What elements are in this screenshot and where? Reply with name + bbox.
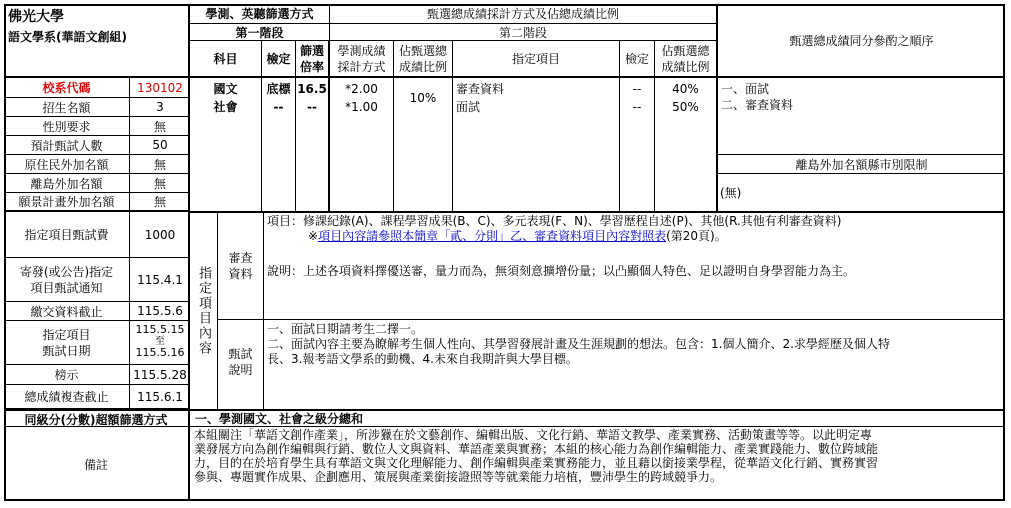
stage2-label: 第二階段	[330, 24, 718, 41]
stage2-items-cell	[453, 78, 620, 212]
schedule-label-recheck: 總成績複查截止	[4, 385, 130, 410]
stage2-item-pcts-cell	[655, 78, 718, 212]
tiebreak-item-1: 二、審查資料	[721, 98, 794, 112]
stage2-item-0: 審查資料	[456, 82, 505, 96]
stage1-subject-1: 社會	[213, 100, 238, 114]
stage1-label: 第一階段	[190, 24, 330, 41]
tiebreak-item-0: 一、面試	[721, 82, 770, 96]
interview-label-line1: 甄試	[228, 347, 253, 361]
info-table	[4, 78, 190, 212]
review-note: 說明：上述各項資料擇優送審，量力而為，無須刻意擴增份量；以凸顯個人特色、足以證明自身學習能力為主。	[267, 264, 856, 278]
review-label-line1: 審查	[228, 251, 253, 265]
schedule-value-exam-date	[130, 321, 190, 365]
col-pct-line1: 佔甄選總	[398, 44, 447, 58]
review-ref-link[interactable]: 項目內容請參照本簡章「貳、分則」乙、審查資料項目內容對照表	[318, 229, 667, 243]
schedule-table	[4, 212, 190, 410]
review-items-line: 項目：修課紀錄(A)、課程學習成果(B、C)、多元表現(F、N)、學習歷程自述(P)、其他(R.其他有利審查資料)	[267, 214, 842, 228]
stage2-title: 甄選總成績採計方式及佔總成績比例	[330, 4, 718, 24]
stage2-item-1: 面試	[456, 100, 481, 114]
col-subject: 科目	[190, 41, 262, 78]
col-pct2-line2: 成績比例	[661, 60, 710, 74]
interview-label-line2: 說明	[228, 363, 253, 377]
info-value-quota: 3	[130, 98, 190, 117]
stage2-method-pct-cell	[394, 78, 453, 212]
interview-line3: 長、3.報考語文學系的動機、4.未來自我期許與大學目標。	[267, 352, 578, 366]
remarks-line-0: 本組關注「華語文創作產業」，所涉獵在於文藝創作、編輯出版、文化行銷、華語文教學、產業實務、活動策畫等等。以此明定專	[194, 428, 873, 442]
stage1-check-0: 底標	[266, 82, 291, 96]
review-ref-line	[308, 229, 727, 244]
island-limit-title: 離島外加名額縣市別限制	[718, 154, 1005, 174]
schedule-label-notice-line2: 項目甄試通知	[30, 281, 103, 295]
col-items: 指定項目	[453, 41, 620, 78]
tiebreak-title: 甄選總成績同分參酌之順序	[718, 4, 1005, 78]
overflow-filter-value: 一、學測國文、社會之級分總和	[195, 412, 364, 426]
schedule-label-notice	[4, 258, 130, 302]
remarks-line-2: 力，目的在於培育學生具有華語文與文化理解能力、創作編輯與產業實務能力，並且藉以銜接業學程，從華語文化行銷、實務實習	[194, 456, 879, 470]
info-value-indigenous: 無	[130, 155, 190, 174]
col-method-line2: 採計方式	[337, 60, 386, 74]
stage2-item-pct-0: 40%	[672, 82, 699, 96]
exam-date-start: 115.5.15	[135, 323, 185, 336]
stage1-check-1: --	[273, 100, 284, 114]
stage1-title: 學測、英聽篩選方式	[190, 4, 330, 24]
info-label-gender: 性別要求	[4, 117, 130, 136]
stage2-item-check-1: --	[632, 100, 642, 114]
content-side-label: 指定項目內容	[190, 212, 218, 410]
schedule-value-recheck: 115.6.1	[130, 385, 190, 410]
col-method-line1: 學測成績	[337, 44, 386, 58]
stage1-ratio-0: 16.5	[297, 82, 327, 96]
info-label-expected-applicants: 預計甄試人數	[4, 136, 130, 155]
schedule-label-submit: 繳交資料截止	[4, 302, 130, 321]
stage1-ratio-1: --	[307, 100, 317, 114]
info-value-school-code: 130102	[130, 78, 190, 98]
stage1-subjects-cell	[190, 78, 262, 212]
review-ref-page: (第20頁)。	[666, 229, 727, 243]
schedule-label-fee: 指定項目甄試費	[4, 212, 130, 258]
info-label-quota: 招生名額	[4, 98, 130, 117]
info-value-gender: 無	[130, 117, 190, 136]
stage2-method-pct: 10%	[409, 91, 437, 105]
review-label-line2: 資料	[228, 267, 253, 281]
col-item-pct	[655, 41, 718, 78]
remarks-label: 備註	[4, 427, 190, 501]
department-name: 語文學系(華語文創組)	[8, 30, 127, 44]
schedule-value-result: 115.5.28	[130, 365, 190, 385]
interview-line2: 二、面試內容主要為瞭解考生個人性向、其學習發展計畫及生涯規劃的想法。包含：1.個人簡介、2.求學經歷及個人特	[267, 337, 890, 351]
col-pct-line2: 成績比例	[398, 60, 447, 74]
remarks-line-1: 業發展方向為創作編輯與行銷、數位人文與資料、華語產業與實務；本組的核心能力為創作編輯能力、產業實踐能力、數位跨域能	[194, 442, 879, 456]
info-label-island: 離島外加名額	[4, 174, 130, 193]
col-pct2-line1: 佔甄選總	[661, 44, 710, 58]
col-ratio-line1: 篩選	[299, 44, 324, 58]
schedule-value-notice: 115.4.1	[130, 258, 190, 302]
remarks-content	[192, 427, 1004, 501]
exam-date-end: 115.5.16	[135, 346, 185, 359]
stage2-item-checks-cell	[620, 78, 655, 212]
col-method	[330, 41, 394, 78]
schedule-label-exam-line2: 甄試日期	[42, 344, 91, 358]
col-check: 檢定	[262, 41, 296, 78]
col-method-pct	[394, 41, 453, 78]
schedule-label-exam-line1: 指定項目	[42, 328, 91, 342]
stage1-checks-cell	[262, 78, 296, 212]
schedule-label-exam-date	[4, 321, 130, 365]
col-ratio-line2: 倍率	[299, 60, 324, 74]
info-value-island: 無	[130, 174, 190, 193]
stage2-method-0: *2.00	[345, 82, 378, 96]
stage2-item-pct-1: 50%	[672, 100, 699, 114]
tiebreak-list	[718, 78, 1005, 154]
remarks-line-3: 參與、專題實作成果、企劃應用、策展與產業銜接證照等等就業能力培植，豐沛學生的跨域競爭力。	[194, 470, 723, 484]
island-limit-value: (無)	[720, 186, 742, 200]
stage2-methods-cell	[330, 78, 394, 212]
schedule-value-submit: 115.5.6	[130, 302, 190, 321]
info-value-vision: 無	[130, 193, 190, 212]
info-label-school-code: 校系代碼	[4, 78, 130, 98]
schedule-label-result: 榜示	[4, 365, 130, 385]
info-value-expected-applicants: 50	[130, 136, 190, 155]
school-header-cell	[4, 4, 190, 78]
stage1-ratios-cell	[296, 78, 330, 212]
schedule-label-notice-line1: 寄發(或公告)指定	[19, 265, 114, 279]
info-label-indigenous: 原住民外加名額	[4, 155, 130, 174]
schedule-value-fee: 1000	[130, 212, 190, 258]
review-content	[264, 212, 1005, 320]
stage2-item-check-0: --	[632, 82, 642, 96]
overflow-filter-label: 同級分(分數)超額篩選方式	[4, 411, 190, 427]
stage1-subject-0: 國文	[213, 82, 238, 96]
col-ratio	[296, 41, 330, 78]
interview-content	[264, 320, 1005, 410]
school-name: 佛光大學	[8, 9, 64, 25]
interview-line1: 一、面試日期請考生二擇一。	[267, 322, 424, 336]
stage2-method-1: *1.00	[345, 100, 378, 114]
exam-date-to: 至	[155, 336, 165, 347]
interview-label	[218, 320, 264, 410]
note-mark: ※	[308, 229, 319, 243]
info-label-vision: 願景計畫外加名額	[4, 193, 130, 212]
col-item-check: 檢定	[620, 41, 655, 78]
review-label	[218, 212, 264, 320]
